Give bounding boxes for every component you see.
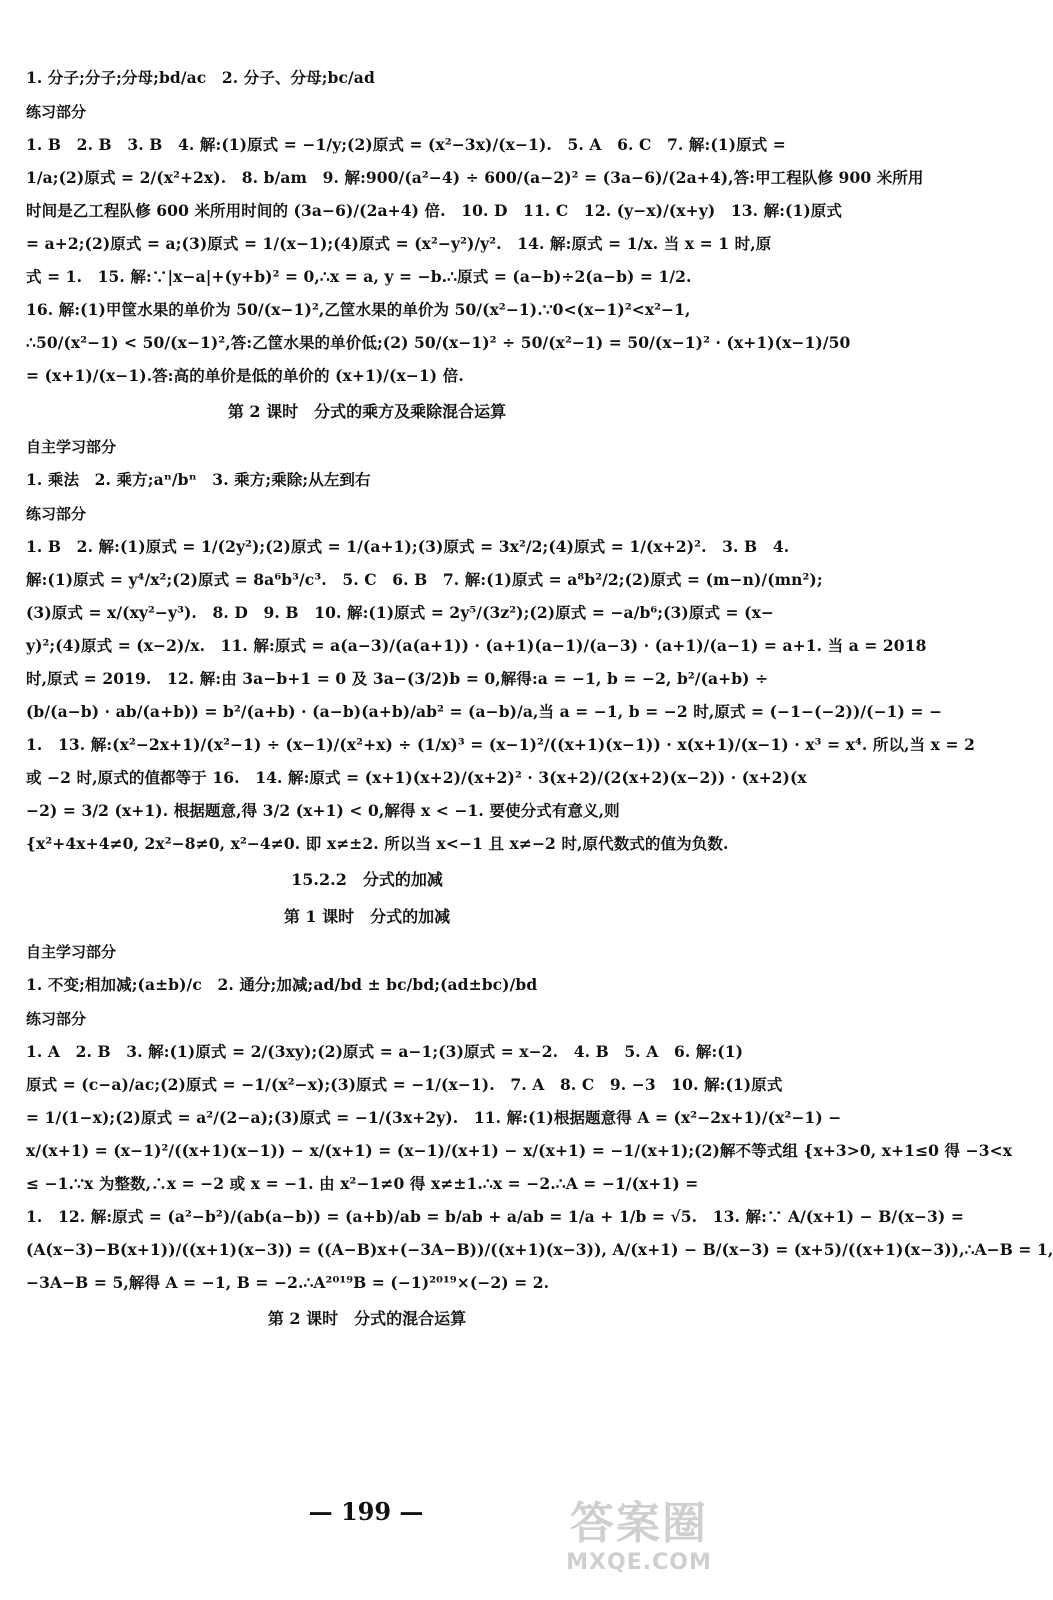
text-line: 原式 = (c−a)/ac;(2)原式 = −1/(x²−x);(3)原式 = −1/(x−1). 7. A 8. C 9. −3 10. 解:(1)原式 <box>26 1075 783 1094</box>
lesson-title: 第 2 课时 分式的混合运算 <box>267 1309 467 1328</box>
section-heading-practice: 练习部分 <box>26 505 87 523</box>
text-line: = (x+1)/(x−1).答:高的单价是低的单价的 (x+1)/(x−1) 倍. <box>26 366 464 385</box>
page-number: — 199 — <box>308 1497 424 1526</box>
lesson-title: 第 1 课时 分式的加减 <box>283 907 451 926</box>
text-line: 式 = 1. 15. 解:∵|x−a|+(y+b)² = 0,∴x = a, y = −b.∴原式 = (a−b)÷2(a−b) = 1/2. <box>26 267 692 286</box>
text-line: (A(x−3)−B(x+1))/((x+1)(x−3)) = ((A−B)x+(−3A−B))/((x+1)(x−3)), A/(x+1) − B/(x−3) = (x+5)/((x+1)(x−3)),∴A−B = 1, <box>26 1240 1053 1259</box>
text-line: y)²;(4)原式 = (x−2)/x. 11. 解:原式 = a(a−3)/(a(a+1)) · (a+1)(a−1)/(a−3) · (a+1)/(a−1) = a+1. 当 a = 2018 <box>26 636 927 655</box>
text-line: ∴50/(x²−1) < 50/(x−1)²,答:乙筐水果的单价低;(2) 50/(x−1)² ÷ 50/(x²−1) = 50/(x−1)² · (x+1)(x−1)/50 <box>26 333 851 352</box>
text-line: = a+2;(2)原式 = a;(3)原式 = 1/(x−1);(4)原式 = (x²−y²)/y². 14. 解:原式 = 1/x. 当 x = 1 时,原 <box>26 234 772 253</box>
text-line: {x²+4x+4≠0, 2x²−8≠0, x²−4≠0. 即 x≠±2. 所以当 x<−1 且 x≠−2 时,原代数式的值为负数. <box>26 834 729 853</box>
watermark-seal: 答案圈 <box>570 1498 708 1549</box>
text-line: 时,原式 = 2019. 12. 解:由 3a−b+1 = 0 及 3a−(3/2)b = 0,解得:a = −1, b = −2, b²/(a+b) ÷ <box>26 669 769 688</box>
text-line: 1. 不变;相加减;(a±b)/c 2. 通分;加减;ad/bd ± bc/bd;(ad±bc)/bd <box>26 975 538 994</box>
text-line: 1/a;(2)原式 = 2/(x²+2x). 8. b/am 9. 解:900/(a²−4) ÷ 600/(a−2)² = (3a−6)/(2a+4),答:甲工程队修 900 米所用 <box>26 168 924 187</box>
text-line: 时间是乙工程队修 600 米所用时间的 (3a−6)/(2a+4) 倍. 10. D 11. C 12. (y−x)/(x+y) 13. 解:(1)原式 <box>26 201 843 220</box>
text-line: ≤ −1.∵x 为整数,∴x = −2 或 x = −1. 由 x²−1≠0 得 x≠±1.∴x = −2.∴A = −1/(x+1) = <box>26 1174 699 1193</box>
text-line: 1. A 2. B 3. 解:(1)原式 = 2/(3xy);(2)原式 = a−1;(3)原式 = x−2. 4. B 5. A 6. 解:(1) <box>26 1042 744 1061</box>
section-heading-practice: 练习部分 <box>26 103 87 121</box>
section-title: 15.2.2 分式的加减 <box>291 870 443 889</box>
watermark-site: MXQE.COM <box>566 1550 712 1575</box>
text-line: 1. 乘法 2. 乘方;aⁿ/bⁿ 3. 乘方;乘除;从左到右 <box>26 470 371 489</box>
text-line: = 1/(1−x);(2)原式 = a²/(2−a);(3)原式 = −1/(3x+2y). 11. 解:(1)根据题意得 A = (x²−2x+1)/(x²−1) − <box>26 1108 842 1127</box>
text-line: 1. 13. 解:(x²−2x+1)/(x²−1) ÷ (x−1)/(x²+x) ÷ (1/x)³ = (x−1)²/((x+1)(x−1)) · x(x+1)/(x−1) · x³ = x⁴. 所以,当 x = 2 <box>26 735 975 754</box>
text-line: (3)原式 = x/(xy²−y³). 8. D 9. B 10. 解:(1)原式 = 2y⁵/(3z²);(2)原式 = −a/b⁶;(3)原式 = (x− <box>26 603 775 622</box>
text-line: x/(x+1) = (x−1)²/((x+1)(x−1)) − x/(x+1) = (x−1)/(x+1) − x/(x+1) = −1/(x+1);(2)解不等式组 {x+3>0, x+1≤0 得 −3<x <box>26 1141 1013 1160</box>
text-line: 16. 解:(1)甲筐水果的单价为 50/(x−1)²,乙筐水果的单价为 50/(x²−1).∵0<(x−1)²<x²−1, <box>26 300 691 319</box>
section-heading-self-study: 自主学习部分 <box>26 438 117 456</box>
text-line: −3A−B = 5,解得 A = −1, B = −2.∴A²⁰¹⁹B = (−1)²⁰¹⁹×(−2) = 2. <box>26 1273 550 1292</box>
text-line: 解:(1)原式 = y⁴/x²;(2)原式 = 8a⁶b³/c³. 5. C 6. B 7. 解:(1)原式 = a⁸b²/2;(2)原式 = (m−n)/(mn²); <box>26 570 823 589</box>
lesson-title: 第 2 课时 分式的乘方及乘除混合运算 <box>227 402 507 421</box>
text-line: 或 −2 时,原式的值都等于 16. 14. 解:原式 = (x+1)(x+2)/(x+2)² · 3(x+2)/(2(x+2)(x−2)) · (x+2)(x <box>26 768 807 787</box>
text-line: 1. B 2. 解:(1)原式 = 1/(2y²);(2)原式 = 1/(a+1);(3)原式 = 3x²/2;(4)原式 = 1/(x+2)². 3. B 4. <box>26 537 790 556</box>
text-line: 1. 12. 解:原式 = (a²−b²)/(ab(a−b)) = (a+b)/ab = b/ab + a/ab = 1/a + 1/b = √5. 13. 解:∵ A/(x+1) − B/(x−3) = <box>26 1207 964 1226</box>
section-heading-self-study: 自主学习部分 <box>26 943 117 961</box>
text-line: −2) = 3/2 (x+1). 根据题意,得 3/2 (x+1) < 0,解得 x < −1. 要使分式有意义,则 <box>26 801 620 820</box>
text-line: 1. B 2. B 3. B 4. 解:(1)原式 = −1/y;(2)原式 = (x²−3x)/(x−1). 5. A 6. C 7. 解:(1)原式 = <box>26 135 786 154</box>
text-line: (b/(a−b) · ab/(a+b)) = b²/(a+b) · (a−b)(a+b)/ab² = (a−b)/a,当 a = −1, b = −2 时,原式 = (−1−(−2))/(−1) = − <box>26 702 943 721</box>
text-line: 1. 分子;分子;分母;bd/ac 2. 分子、分母;bc/ad <box>26 68 375 87</box>
watermark-logo <box>564 1498 714 1582</box>
section-heading-practice: 练习部分 <box>26 1010 87 1028</box>
